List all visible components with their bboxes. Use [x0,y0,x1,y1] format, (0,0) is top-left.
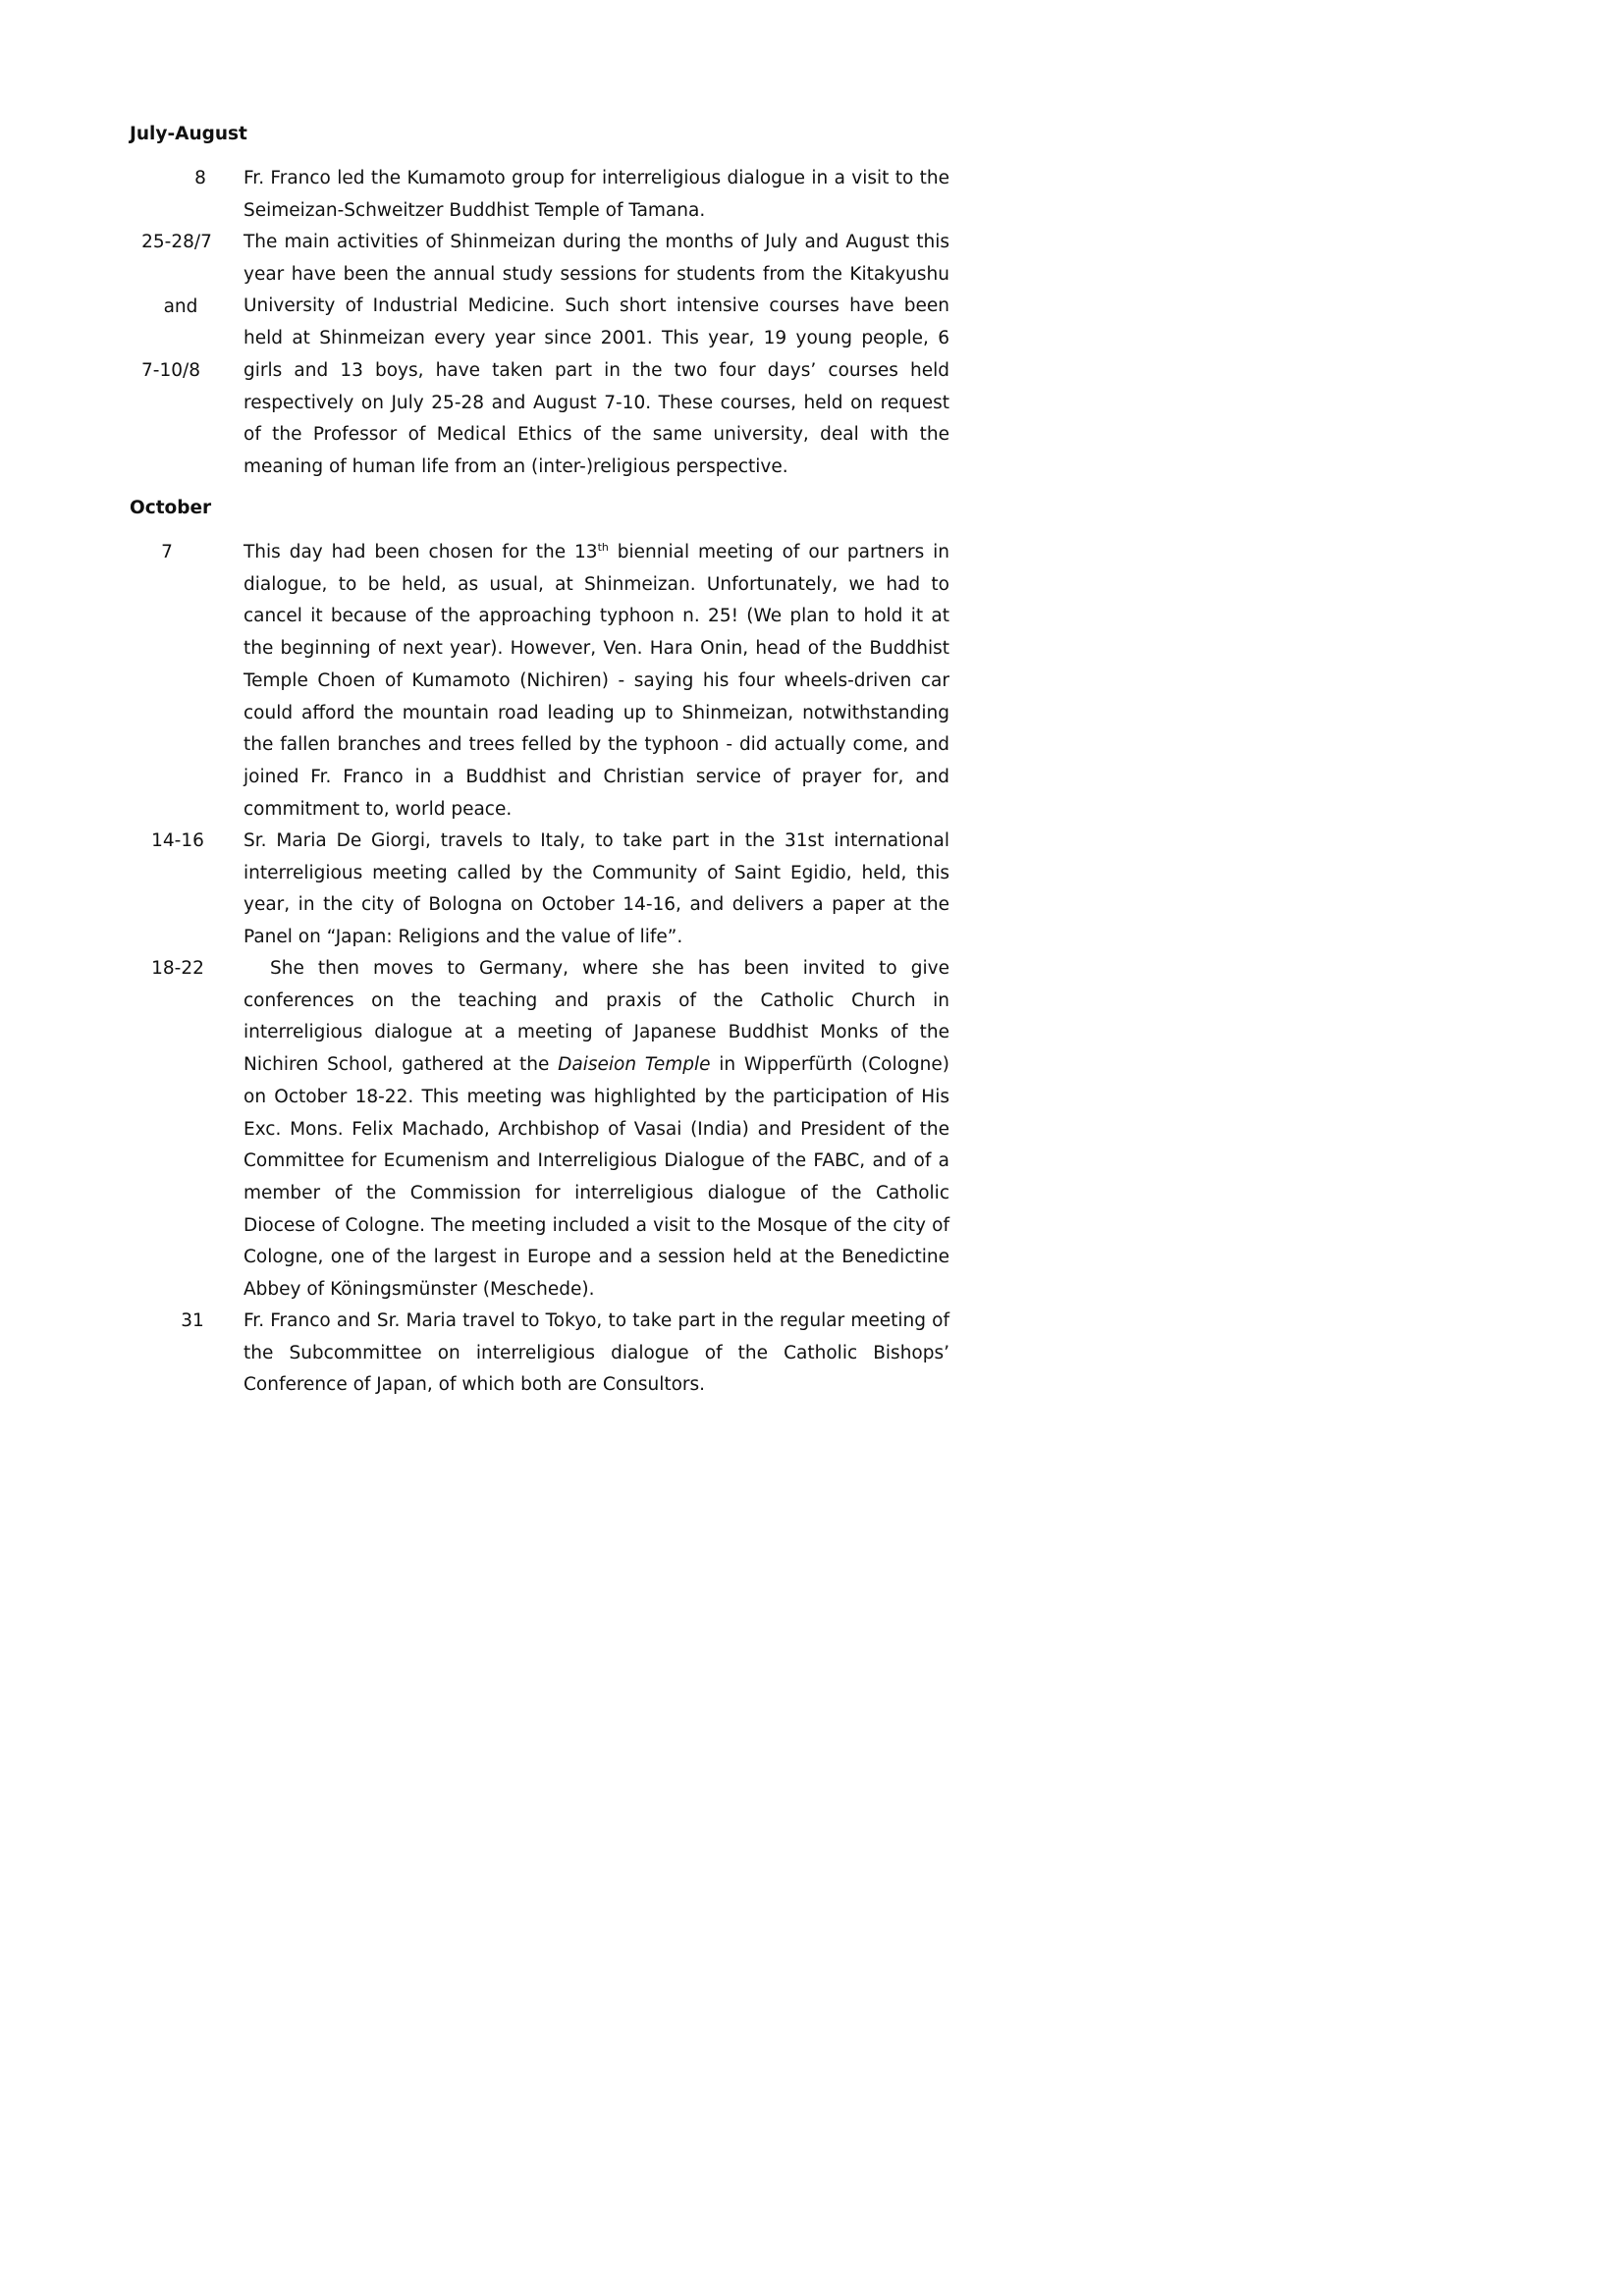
section-heading-july-august: July-August [130,124,247,144]
entry-text-part: She then moves to Germany, where she has been invited to give conferences on the teaching and praxis of the Catholic Church in interreligious dialogue at a meeting of Japanese Buddhist Monks of the Nichiren School, gathered at the [244,958,949,1076]
entry-text-part: in Wipperfürth (Cologne) on October 18-22. This meeting was highlighted by the participation of His Exc. Mons. Felix Machado, Archbishop of Vasai (India) and President of the Committee for Ecumenism and Interreligious Dialogue of the FABC, and of a member of the Commission for interreligious dialogue of the Catholic Diocese of Cologne. The meeting included a visit to the Mosque of the city of Cologne, one of the largest in Europe and a session held at the Benedictine Abbey of Köningsmünster (Meschede). [244,1054,949,1301]
date-label: 7 [161,542,173,562]
section-heading-october: October [130,498,212,518]
temple-name-italic: Daiseion Temple [558,1054,711,1076]
entry-text-part: biennial meeting of our partners in dialogue, to be held, as usual, at Shinmeizan. Unfortunately, we had to cancel it because of the approaching typhoon n. 25! (We plan to hold it at the beginning of next year). However, Ven. Hara Onin, head of the Buddhist Temple Choen of Kumamoto (Nichiren) - saying his four wheels-driven car could afford the mountain road leading up to Shinmeizan, notwithstanding the fallen branches and trees felled by the typhoon - did actually come, and joined Fr. Franco in a Buddhist and Christian service of prayer for, and commitment to, world peace. [244,542,949,820]
date-label-connector: and [163,296,198,317]
entry-text: Fr. Franco led the Kumamoto group for interreligious dialogue in a visit to the Seimeizan-Schweitzer Buddhist Temple of Tamana. [244,168,949,221]
date-label: 8 [194,168,206,188]
date-label: 14-16 [151,830,204,851]
entry-text: Fr. Franco and Sr. Maria travel to Tokyo, to take part in the regular meeting of the Subcommittee on interreligious dialogue of the Catholic Bishops’ Conference of Japan, of which both are Consultors. [244,1310,949,1396]
date-label: 18-22 [151,958,204,979]
date-label: 7-10/8 [141,360,200,381]
date-label: 31 [181,1310,204,1331]
entry-text [244,537,949,826]
entry-text-part: This day had been chosen for the 13 [244,542,598,562]
entry-text: The main activities of Shinmeizan during the months of July and August this year have been the annual study sessions for students from the Kitakyushu University of Industrial Medicine. Such short intensive courses have been held at Shinmeizan every year since 2001. This year, 19 young people, 6 girls and 13 boys, have taken part in the two four days’ courses held respectively on July 25-28 and August 7-10. These courses, held on request of the Professor of Medical Ethics of the same university, deal with the meaning of human life from an (inter-)religious perspective. [244,232,949,477]
entry-text: Sr. Maria De Giorgi, travels to Italy, to take part in the 31st international interreligious meeting called by the Community of Saint Egidio, held, this year, in the city of Bologna on October 14-16, and delivers a paper at the Panel on “Japan: Religions and the value of life”. [244,830,949,948]
entry-text [244,953,949,1307]
date-label: 25-28/7 [141,232,212,252]
ordinal-superscript: th [597,540,609,554]
